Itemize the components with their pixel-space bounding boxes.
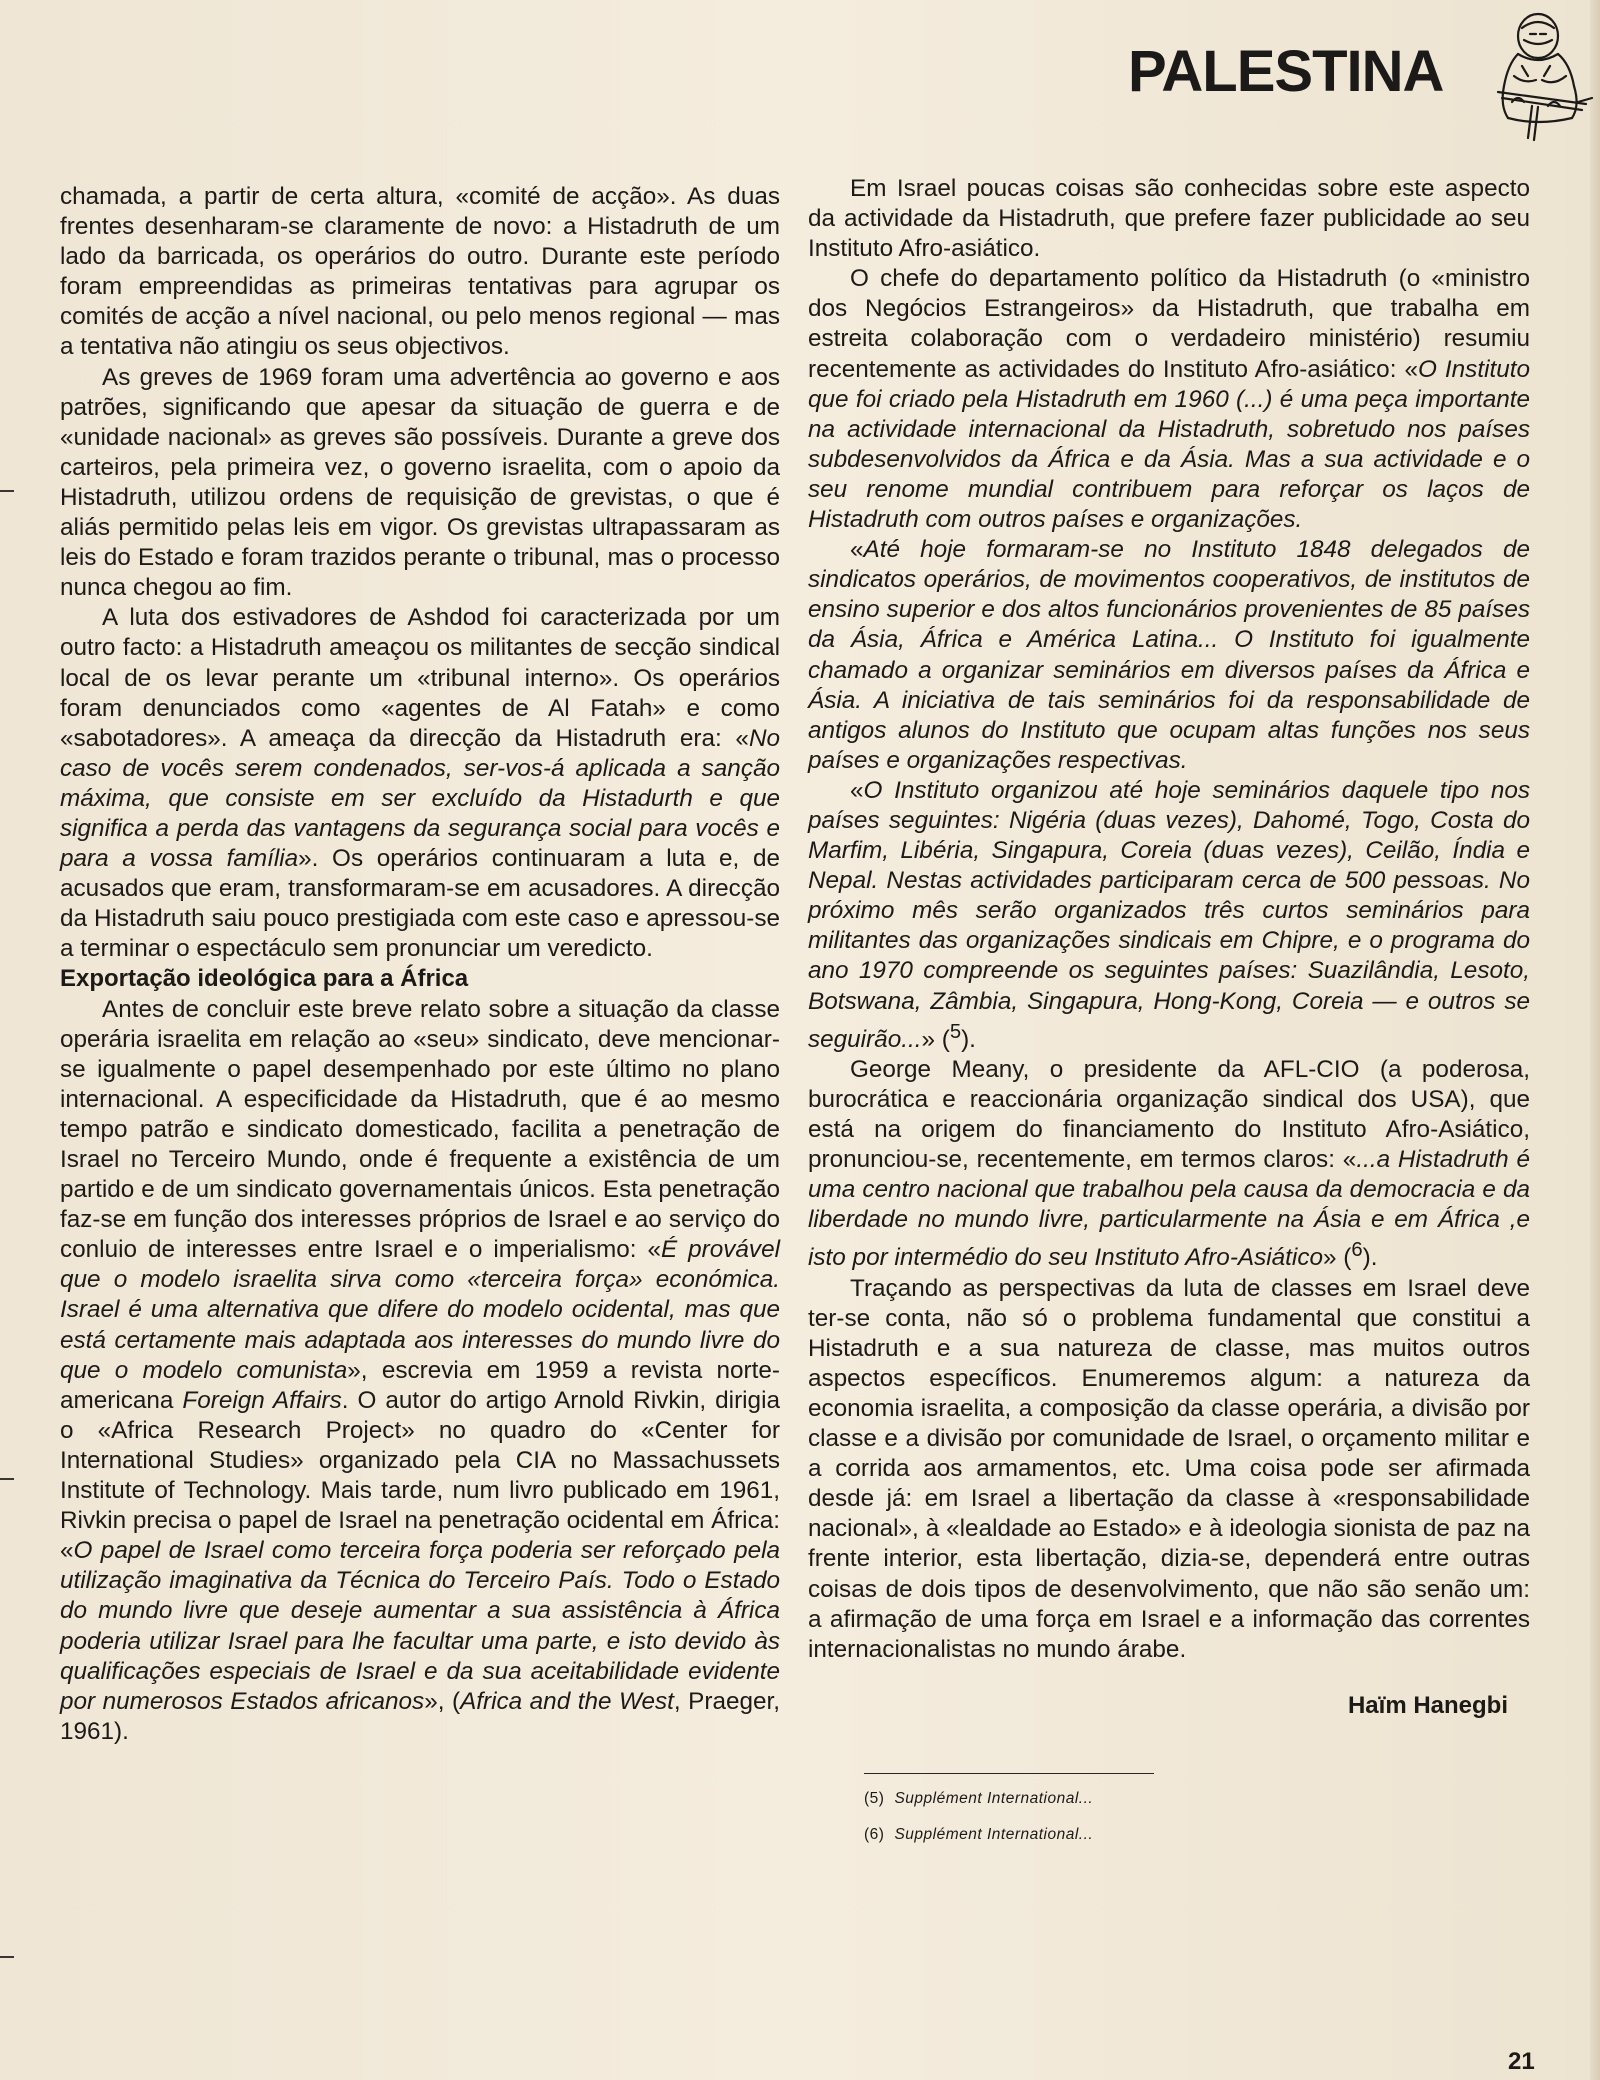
paragraph-text: « [850,776,864,804]
author-signature: Haïm Hanegbi [1347,1691,1508,1719]
paragraph-text: As greves de 1969 foram uma advertência ao governo e aos patrões, significando que apesar da situação de guerra e de «unidade nacional» as greves são possíveis. Durante a greve dos carteiros, pela primeira vez, o governo israelita, com o apoio da Histadruth, utilizou ordens de requisição de grevistas, o que é aliás permitido pelas leis em vigor. Os grevistas ultrapassaram as leis do Estado e foram trazidos perante o tribunal, mas o processo nunca chegou ao fim. [60,363,780,602]
paragraph-text: , Praeger, 1961). [60,1687,780,1745]
paragraph-text: George Meany, o presidente da AFL-CIO (a poderosa, burocrática e reaccionária organização sindical dos USA), que está na origem do financiamento do Instituto Afro-Asiático, pronunciou-se, recentemente, em termos claros: « [808,1055,1530,1174]
footnote-divider [864,1773,1154,1774]
publication-title: Foreign Affairs [182,1386,342,1414]
footnote-text: Supplément International... [894,1789,1094,1807]
quotation: O papel de Israel como terceira força poderia ser reforçado pela utilização imaginativa da Técnica do Terceiro País. Todo o Estado do mundo livre que deseje aumentar a sua assistência à África poderia utilizar Israel para lhe facultar uma parte, e isto devido às qualificações especiais de Israel e da sua aceitabilidade evidente por numerosos Estados africanos [60,1537,780,1715]
paragraph-text: ». Os operários continuaram a luta e, de acusados que eram, transformaram-se em acusadores. A direcção da Histadruth saiu pouco prestigiada com este caso e apressou-se a terminar o espectáculo sem pronunciar um veredicto. [60,845,780,963]
paragraph [60,603,780,964]
paragraph-text: », escrevia em 1959 a revista norte-americana [60,1356,780,1414]
paragraph-text: A luta dos estivadores de Ashdod foi caracterizada por um outro facto: a Histadruth ameaçou os militantes de secção sindical local de os levar perante um «tribunal interno». Os operários foram denunciados como «agentes de Al Fatah» e como «sabotadores». A ameaça da direcção da Histadruth era: « [60,604,780,752]
paragraph-text: » ( [1322,1244,1352,1272]
subheading: Exportação ideológica para a África [60,965,469,993]
paragraph [808,1055,1530,1274]
footnote [864,1824,1530,1846]
margin-mark [0,1956,14,1958]
margin-mark [0,490,14,492]
quotation: O Instituto que foi criado pela Histadruth em 1960 (...) é uma peça importante na actividade internacional da Histadruth, sobretudo nos países subdesenvolvidos da África e da Ásia. Mas a sua actividade e o seu renome mundial contribuem para reforçar os laços de Histadruth com outros países e organizações. [808,355,1530,534]
quotation: Até hoje formaram-se no Instituto 1848 delegados de sindicatos operários, de movimentos cooperativos, de institutos de ensino superior e dos altos funcionários provenientes de 85 países da Ásia, África e América Latina... O Instituto foi igualmente chamado a organizar seminários em diversos países da África e Ásia. A iniciativa de tais seminários foi da responsabilidade de antigos alunos do Instituto que ocupam altas funções nos seus países e organizações respectivas. [808,536,1530,774]
footnote [864,1788,1530,1810]
left-column [60,182,780,1747]
footnote-text: Supplément International... [894,1825,1094,1843]
paragraph: Traçando as perspectivas da luta de classes em Israel deve ter-se conta, não só o problema fundamental que constitui a Histadruth e a sua natureza de classe, mas muitos outros aspectos específicos. Enumeremos algum: a natureza da economia israelita, a composição da classe operária, a divisão por classe e a divisão por comunidade de Israel, o orçamento militar e a corrida aos armamentos, etc. Uma coisa pode ser afirmada desde já: em Israel a libertação da classe à «responsabilidade nacional», à «lealdade ao Estado» e à ideologia sionista de paz na frente interior, esta libertação, dizia-se, dependerá entre outras coisas de dois tipos de desenvolvimento, que não são senão um: a afirmação de uma força em Israel e a informação das correntes internacionalistas no mundo árabe. [808,1274,1530,1663]
page-number: 21 [1508,2048,1535,2075]
paragraph-text: ). [961,1025,976,1053]
paragraph [60,363,780,604]
quotation: No caso de vocês serem condenados, ser-vos-á aplicada a sanção máxima, que consiste em ser excluído da Histadurth e que significa a perda das vantagens da segurança social para vocês e para a vossa família [60,724,780,873]
paragraph [808,535,1530,776]
margin-mark [0,1478,14,1480]
book-title: Africa and the West [460,1687,674,1715]
section-title: PALESTINA [1128,39,1444,104]
quotation: É provável que o modelo israelita sirva como «terceira força» económica. Israel é uma alternativa que difere do modelo ocidental, mas que está certamente mais adaptada aos interesses do mundo livre do que o modelo comunista [60,1236,780,1384]
paragraph-text: », ( [424,1687,461,1715]
paragraph [808,776,1530,1055]
page-edge [1590,0,1600,2080]
paragraph-text: ). [1362,1244,1378,1272]
quotation: ...a Histadruth é uma centro nacional que trabalhou pela causa da democracia e da liberdade no mundo livre, particularmente na Ásia e em África ,e isto por intermédio do seu Instituto Afro-Asiático [808,1146,1530,1272]
paragraph: Em Israel poucas coisas são conhecidas sobre este aspecto da actividade da Histadruth, que prefere fazer publicidade ao seu Instituto Afro-asiático. [808,175,1530,263]
paragraph-text: « [850,536,864,564]
footnote-ref: 6 [1351,1239,1363,1262]
footnote-ref: 5 [949,1020,962,1043]
paragraph: chamada, a partir de certa altura, «comité de acção». As duas frentes desenharam-se claramente de novo: a Histadruth de um lado da barricada, os operários do outro. Durante este período foram empreendidas as primeiras tentativas para agrupar os comités de acção a nível nacional, ou pelo menos regional — mas a tentativa não atingiu os seus objectivos. [60,183,780,361]
paragraph-text: Antes de concluir este breve relato sobre a situação da classe operária israelita em relação ao «seu» sindicato, deve mencionar-se igualmente o papel desempenhado por este último no plano internacional. A especificidade da Histadruth, que é ao mesmo tempo patrão e sindicato domesticado, facilita a penetração de Israel no Terceiro Mundo, onde é frequente a existência de um partido e de um sindicato governamentais únicos. Esta penetração faz-se em função dos interesses próprios de Israel e ao serviço do conluio de interesses entre Israel e o imperialismo: « [60,995,780,1264]
paragraph-text: O chefe do departamento político da Histadruth (o «ministro dos Negócios Estrangeiros» da Histadruth, que trabalha em estreita colaboração com o verdadeiro ministério) resumiu recentemente as actividades do Instituto Afro-asiático: « [808,265,1530,383]
paragraph-text: . O autor do artigo Arnold Rivkin, dirigia o «Africa Research Project» no quadro do «Center for International Studies» organizado pela CIA no Massachussets Institute of Technology. Mais tarde, num livro publicado em 1961, Rivkin precisa o papel de Israel na penetração ocidental em África: « [60,1386,780,1565]
armed-fighter-icon [1478,6,1594,146]
right-column [808,174,1530,1846]
paragraph [808,264,1530,535]
quotation: O Instituto organizou até hoje seminários daquele tipo nos países seguintes: Nigéria (duas vezes), Dahomé, Togo, Costa do Marfim, Libéria, Singapura, Coreia (duas vezes), Ceilão, Índia e Nepal. Nestas actividades participaram cerca de 500 pessoas. No próximo mês serão organizados três curtos seminários para militantes das organizações sindicais em Chipre, e o programa do ano 1970 compreende os seguintes países: Suazilândia, Lesoto, Botswana, Zâmbia, Singapura, Hong-Kong, Coreia — e outros se seguirão... [808,776,1530,1053]
footnote-number: (5) [864,1789,885,1807]
paragraph-text: » ( [921,1025,950,1053]
paragraph [60,995,780,1747]
footnote-number: (6) [864,1825,885,1843]
